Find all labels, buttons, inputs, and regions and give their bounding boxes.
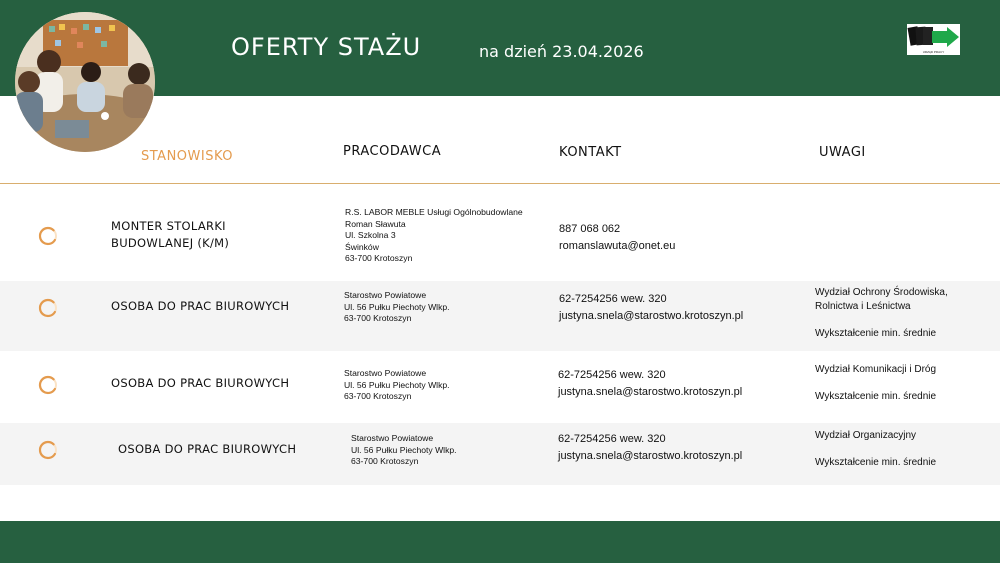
employer-address: Starostwo Powiatowe Ul. 56 Pułku Piechoty Wlkp. 63-700 Krotoszyn — [344, 290, 450, 323]
column-header-employer: PRACODAWCA — [343, 144, 442, 159]
contact-phone: 62-7254256 wew. 320 — [558, 433, 666, 445]
contact-email[interactable]: justyna.snela@starostwo.krotoszyn.pl — [558, 450, 743, 462]
position-title: MONTER STOLARKI BUDOWLANEJ (K/M) — [111, 219, 230, 250]
contact-email[interactable]: romanslawuta@onet.eu — [559, 240, 676, 252]
table-row — [0, 196, 1000, 280]
footer-band — [0, 521, 1000, 563]
table-row — [0, 281, 1000, 351]
report-date: na dzień 23.04.2026 — [479, 42, 644, 61]
contact-info — [559, 221, 675, 255]
loading-ring-icon — [38, 226, 58, 246]
contact-info — [558, 431, 742, 465]
table-row — [0, 423, 1000, 485]
employer-address: Starostwo Powiatowe Ul. 56 Pułku Piechoty Wlkp. 63-700 Krotoszyn — [351, 433, 457, 466]
table-row — [0, 351, 1000, 421]
column-header-position: STANOWISKO — [141, 149, 234, 164]
department: Wydział Organizacyjny — [815, 430, 917, 441]
education-requirement: Wykształcenie min. średnie — [815, 328, 937, 339]
position-title: OSOBA DO PRAC BIUROWYCH — [118, 442, 297, 456]
page-title: OFERTY STAŻU — [231, 33, 422, 61]
logo-caption: URZĄD PRACY — [922, 50, 945, 54]
notes — [815, 286, 985, 341]
column-header-notes: UWAGI — [819, 145, 866, 160]
loading-ring-icon — [38, 298, 58, 318]
position-title: OSOBA DO PRAC BIUROWYCH — [111, 299, 290, 313]
employer-address: R.S. LABOR MEBLE Usługi Ogólnobudowlane Roman Sławuta Ul. Szkolna 3 Świnków 63-700 Krotoszyn — [345, 207, 523, 263]
education-requirement: Wykształcenie min. średnie — [815, 391, 937, 402]
notes — [815, 363, 985, 404]
contact-info — [559, 291, 743, 325]
labour-office-logo — [907, 24, 960, 55]
office-team-photo — [15, 12, 155, 152]
contact-email[interactable]: justyna.snela@starostwo.krotoszyn.pl — [558, 386, 743, 398]
employer-address: Starostwo Powiatowe Ul. 56 Pułku Piechoty Wlkp. 63-700 Krotoszyn — [344, 368, 450, 401]
loading-ring-icon — [38, 375, 58, 395]
loading-ring-icon — [38, 440, 58, 460]
column-header-contact: KONTAKT — [559, 145, 622, 160]
contact-phone: 62-7254256 wew. 320 — [559, 293, 667, 305]
education-requirement: Wykształcenie min. średnie — [815, 457, 937, 468]
notes — [815, 429, 985, 470]
header-divider — [0, 183, 1000, 184]
contact-email[interactable]: justyna.snela@starostwo.krotoszyn.pl — [559, 310, 744, 322]
position-title: OSOBA DO PRAC BIUROWYCH — [111, 376, 290, 390]
department: Wydział Ochrony Środowiska, Rolnictwa i Leśnictwa — [815, 287, 948, 312]
contact-phone: 887 068 062 — [559, 223, 621, 235]
contact-phone: 62-7254256 wew. 320 — [558, 369, 666, 381]
contact-info — [558, 367, 742, 401]
department: Wydział Komunikacji i Dróg — [815, 364, 937, 375]
